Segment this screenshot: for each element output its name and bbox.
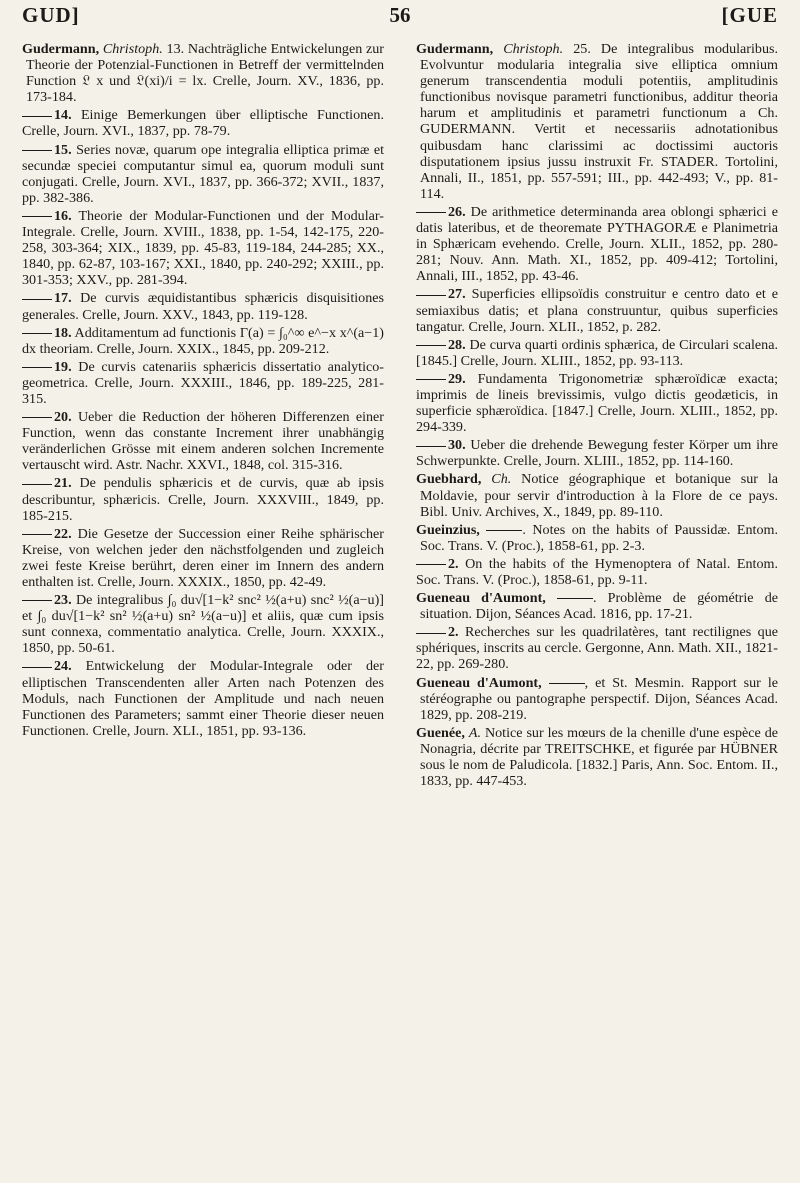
- entry-text: De curva quarti ordinis sphærica, de Circulari scalena. [1845.] Crelle, Journ. XLIII., 1852, pp. 93-113.: [416, 336, 778, 369]
- bibliography-subentry: [22, 142, 384, 206]
- ditto-dash: [22, 359, 54, 375]
- entry-text: Additamentum ad functionis Γ(a) = ∫₀^∞ e^−x x^(a−1) dx theoriam. Crelle, Journ. XXIX., 1845, pp. 209-212.: [22, 324, 384, 357]
- entry-number: 27.: [448, 286, 466, 303]
- bibliography-entry: [22, 41, 384, 105]
- bibliography-subentry: [416, 624, 778, 672]
- bibliography-entry: [416, 590, 778, 622]
- ditto-dash: [416, 286, 448, 302]
- ditto-dash: [22, 142, 54, 158]
- author-name: Gudermann,: [416, 41, 494, 57]
- bibliography-subentry: [22, 107, 384, 139]
- ditto-dash: [22, 592, 54, 608]
- bibliography-entry: [416, 41, 778, 202]
- header-right-range: [GUE: [721, 3, 778, 27]
- bibliography-subentry: [22, 290, 384, 322]
- entry-number: 17.: [54, 290, 72, 307]
- entry-text: Theorie der Modular-Functionen und der Modular-Integrale. Crelle, Journ. XVIII., 1838, pp. 1-54, 142-175, 220-258, 303-364; XIX., 1839, pp. 45-83, 119-184, 244-285; XX., 1840, pp. 62-87, 103-167; XXI., 1840, pp. 240-292; XXIII., pp. 301-353; XXV., pp. 281-394.: [22, 207, 384, 289]
- ditto-dash: [22, 475, 54, 491]
- entry-text: De curvis æquidistantibus sphæricis disquisitiones generales. Crelle, Journ. XXV., 1843, pp. 119-128.: [22, 290, 384, 323]
- entry-number: 23.: [54, 592, 72, 609]
- left-column: [22, 41, 384, 741]
- bibliography-subentry: [416, 371, 778, 435]
- bibliography-subentry: [22, 409, 384, 473]
- author-name: Gueneau d'Aumont,: [416, 674, 542, 691]
- entry-number: 29.: [448, 370, 466, 387]
- ditto-dash: [416, 437, 448, 453]
- entry-text: De arithmetice determinanda area oblongi sphærici e datis lateribus, et de theoremate PYTHAGORÆ e Planimetria in Sphæricam evehendo. Crelle, Journ. XLII., 1852, pp. 280-281; Nouv. Ann. Math. XI., 1852, pp. 409-412; Tortolini, Annali, III., 1852, pp. 43-46.: [416, 203, 778, 285]
- bibliography-subentry: [22, 475, 384, 523]
- ditto-dash: [22, 325, 54, 341]
- entry-number: 26.: [448, 203, 466, 220]
- forename-dash: [549, 683, 585, 684]
- author-name: Gudermann,: [22, 41, 100, 57]
- entry-text: De pendulis sphæricis et de curvis, quæ ab ipsis describuntur, sphæricis. Crelle, Journ. XXXVIII., 1849, pp. 185-215.: [22, 475, 384, 524]
- entry-text: Notice sur les mœurs de la chenille d'une espèce de Nonagria, décrite par TREITSCHKE, et figurée par HÜBNER sous le nom de Paludicola. [1832.] Paris, Ann. Soc. Entom. II., 1833, pp. 447-453.: [420, 724, 778, 790]
- forename-dash: [486, 530, 522, 531]
- entry-number: 13.: [166, 41, 185, 57]
- author-name: Guebhard,: [416, 471, 482, 488]
- bibliography-subentry: [416, 437, 778, 469]
- bibliography-subentry: [416, 286, 778, 334]
- author-name: Guenée,: [416, 724, 465, 741]
- bibliography-entry: [416, 471, 778, 519]
- entry-text: . Problème de géométrie de situation. Dijon, Séances Acad. 1816, pp. 17-21.: [420, 590, 778, 623]
- ditto-dash: [22, 290, 54, 306]
- ditto-dash: [416, 556, 448, 572]
- entry-number: 2.: [448, 624, 459, 641]
- entry-number: 28.: [448, 336, 466, 353]
- entry-text: Recherches sur les quadrilatères, tant rectilignes que sphériques, inscrits au cercle. Gergonne, Ann. Math. XII., 1821-22, pp. 269-280.: [416, 624, 778, 673]
- bibliography-subentry: [22, 658, 384, 738]
- bibliography-subentry: [22, 526, 384, 590]
- ditto-dash: [22, 107, 54, 123]
- header-left-range: GUD]: [22, 3, 80, 27]
- author-forename: Christoph.: [503, 41, 564, 57]
- entry-text: Notice géographique et botanique sur la Moldavie, pour servir d'introduction à la Flore de ce pays. Bibl. Univ. Archives, X., 1849, pp. 89-110.: [420, 471, 778, 520]
- entry-text: Ueber die Reduction der höheren Differenzen einer Function, wenn das constante Increment ihrer unabhängig veränderlichen Grösse mit einem anderen solchen Incremente vertauscht wird. Astr. Nachr. XXVI., 1848, col. 315-316.: [22, 409, 385, 474]
- entry-number: 22.: [54, 525, 72, 542]
- entry-number: 20.: [54, 409, 72, 426]
- entry-number: 15.: [54, 141, 72, 158]
- entry-number: 25.: [573, 41, 591, 57]
- bibliography-subentry: [22, 208, 384, 288]
- bibliography-subentry: [22, 359, 384, 407]
- author-forename: Christoph.: [102, 41, 163, 57]
- bibliography-entry: [416, 522, 778, 554]
- ditto-dash: [22, 208, 54, 224]
- entry-text: Ueber die drehende Bewegung fester Körper um ihre Schwerpunkte. Crelle, Journ. XLIII., 1852, pp. 114-160.: [416, 437, 778, 470]
- forename-dash: [557, 598, 593, 599]
- entry-text: De integralibus modularibus. Evolvuntur modularia integralia sive elliptica omnium generum transcendentia moduli potentiis, amplitudinis functionibus novisque parametri functionibus, additur theoria harum et amplitudinis et parametri functionum a Ch. GUDERMANN. Vertit et necessariis adnotationibus quibusdam hanc clarissimi ac doctissimi auctoris disputationem ipsius jussu instruxit Fr. STADER. Tortolini, Annali, II., 1851, pp. 557-591; III., pp. 442-493; V., pp. 81-114.: [420, 41, 779, 202]
- entry-number: 16.: [54, 207, 72, 224]
- entry-number: 19.: [54, 358, 72, 375]
- ditto-dash: [416, 371, 448, 387]
- ditto-dash: [416, 204, 448, 220]
- bibliography-entry: [416, 675, 778, 723]
- entry-text: Entwickelung der Modular-Integrale oder der elliptischen Transcendenten aller Arten nach Potenzen des Moduls, nach Functionen der Amplitude und nach neuen Functionen des Parameters; sammt einer Theorie dieser neuen Functionen. Crelle, Journ. XLI., 1851, pp. 93-136.: [22, 658, 384, 739]
- ditto-dash: [416, 624, 448, 640]
- entry-number: 21.: [54, 475, 72, 492]
- entry-text: , et St. Mesmin. Rapport sur le stéréographe ou pantographe perspectif. Dijon, Séances Acad. 1829, pp. 208-219.: [420, 674, 779, 723]
- ditto-dash: [22, 658, 54, 674]
- entry-text: De curvis catenariis sphæricis dissertatio analytico-geometrica. Crelle, Journ. XXXIII., 1846, pp. 189-225, 281-315.: [22, 358, 384, 407]
- entry-number: 24.: [54, 658, 72, 675]
- page-number: 56: [389, 3, 411, 27]
- entry-number: 30.: [448, 437, 466, 454]
- ditto-dash: [416, 337, 448, 353]
- entry-number: 14.: [54, 107, 72, 124]
- author-name: Gueinzius,: [416, 521, 480, 538]
- entry-text: . Notes on the habits of Paussidæ. Entom. Soc. Trans. V. (Proc.), 1858-61, pp. 2-3.: [420, 521, 778, 554]
- author-forename: Ch.: [491, 471, 512, 488]
- ditto-dash: [22, 409, 54, 425]
- entry-text: Die Gesetze der Succession einer Reihe sphärischer Kreise, von welchen jeder den nächstfolgenden und zugleich zwei feste Kreise berührt, deren einer im Innern des andern enthalten ist. Crelle, Journ. XXXIX., 1850, pp. 42-49.: [22, 525, 385, 590]
- entry-text: Series novæ, quarum ope integralia elliptica primæ et secundæ speciei computantur simul ea, quorum moduli sunt conjugati. Crelle, Journ. XVI., 1837, pp. 366-372; XVII., 1837, pp. 382-386.: [22, 141, 384, 206]
- bibliography-subentry: [22, 325, 384, 357]
- entry-number: 18.: [54, 324, 72, 341]
- bibliography-subentry: [416, 337, 778, 369]
- bibliography-subentry: [416, 556, 778, 588]
- right-column: [416, 41, 778, 791]
- running-header: [22, 0, 778, 30]
- bibliography-subentry: [22, 592, 384, 656]
- entry-text: Superficies ellipsoïdis construitur e centro dato et e semiaxibus datis; et plana construuntur, quibus superficies tangatur. Crelle, Journ. XLII., 1852, p. 282.: [416, 286, 778, 335]
- ditto-dash: [22, 526, 54, 542]
- entry-text: Fundamenta Trigonometriæ sphæroïdicæ exacta; imprimis de lineis brevissimis, vulgo dictis geodæticis, in superficie sphæroïdica. [1847.] Crelle, Journ. XLIII., 1852, pp. 294-339.: [416, 370, 778, 436]
- bibliography-subentry: [416, 204, 778, 284]
- entry-number: 2.: [448, 555, 459, 572]
- entry-text: Nachträgliche Entwickelungen zur Theorie der Potenzial-Functionen in Betreff der vermittelnden Function 𝔏 x und 𝔏(xi)/i = lx. Crelle, Journ. XV., 1836, pp. 173-184.: [26, 41, 384, 106]
- entry-text: On the habits of the Hymenoptera of Natal. Entom. Soc. Trans. V. (Proc.), 1858-61, pp. 9-11.: [416, 555, 778, 588]
- entry-text: Einige Bemerkungen über elliptische Functionen. Crelle, Journ. XVI., 1837, pp. 78-79.: [22, 107, 384, 140]
- entry-text: De integralibus ∫₀ du√[1−k² snc² ½(a+u) snc² ½(a−u)] et ∫₀ du√[1−k² sn² ½(a+u) sn² ½(a−u)] et aliis, quæ cum ipsis sunt connexa, commentatio analytica. Crelle, Journ. XXXIX., 1850, pp. 50-61.: [22, 592, 384, 657]
- author-forename: A.: [468, 724, 482, 741]
- bibliography-entry: [416, 725, 778, 789]
- author-name: Gueneau d'Aumont,: [416, 590, 546, 607]
